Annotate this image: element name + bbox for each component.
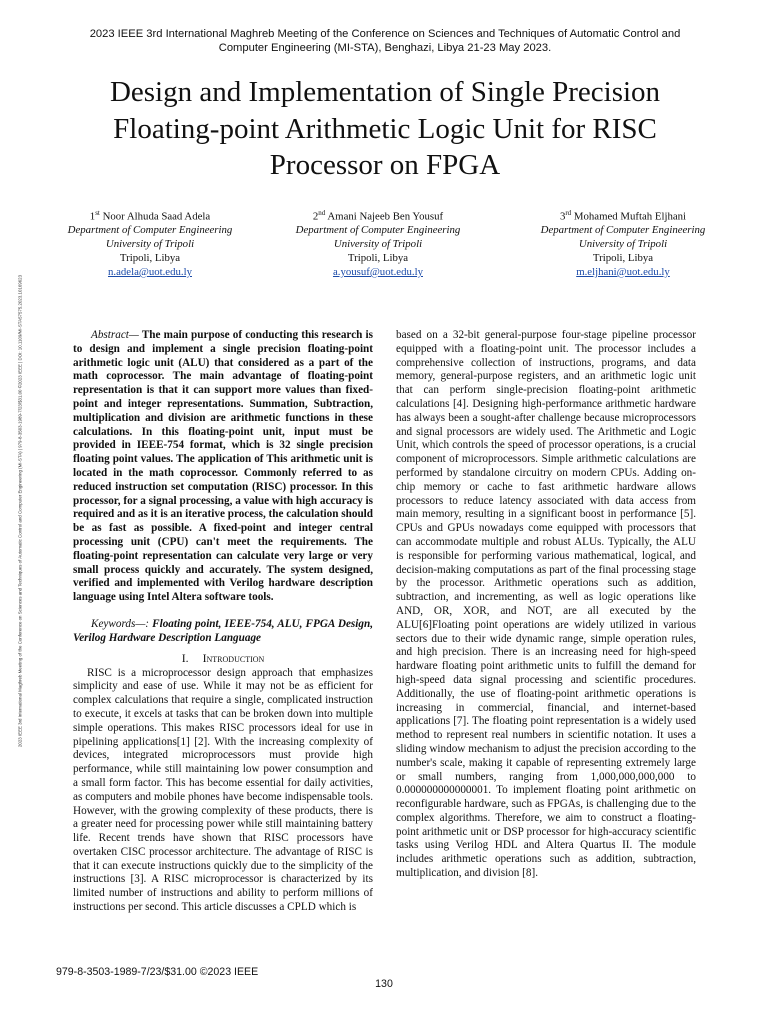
author-department: Department of Computer Engineering [540,224,706,237]
author-name: 2nd Amani Najeeb Ben Yousuf [312,209,444,223]
footer-identifier: 979-8-3503-1989-7/23/$31.00 ©2023 IEEE [56,966,259,978]
page-number: 130 [375,978,393,990]
abstract [73,329,373,605]
keywords-text: Floating point, IEEE-754, ALU, FPGA Design, Verilog Hardware Description Language [73,617,373,644]
author-name: 1st Noor Alhuda Saad Adela [89,209,211,223]
keywords-label: Keywords—: [91,617,150,630]
right-column [396,329,696,881]
author-email-link[interactable]: a.yousuf@uot.edu.ly [332,265,423,278]
conference-line-2: Computer Engineering (MI-STA), Benghazi, Libya 21-23 May 2023. [218,42,552,54]
author-block-3 [508,207,738,280]
author-department: Department of Computer Engineering [67,224,233,237]
keywords [73,618,373,646]
side-margin-note [13,186,27,836]
conference-line-1: 2023 IEEE 3rd International Maghreb Meeting of the Conference on Sciences and Techniques of Automatic Control and [89,28,681,40]
abstract-text: The main purpose of conducting this research is to design and implement a single precision floating-point arithmetic logic unit (ALU) that considered as a part of the math coprocessor. The main advantage of floating-point representation is that it can support more values than fixed-point and integer representations. Summation, Subtraction, multiplication and division are arithmetic functions in these calculations. In this floating-point unit, input must be provided in IEEE-754 format, which is 32 single precision floating point values. The application of This arithmetic unit is located in the math coprocessor. Commonly referred to as reduced instruction set computation (RISC) processor. In this processor, for a signal processing, a value with high accuracy is required and as it is an iterative process, the calculation should be as fast as possible. A fixed-point and integer central processing unit (CPU) can't meet the requirements. The floating-point representation can calculate very large or very small process quickly and accurately. The system designed, verified and implemented with Verilog hardware description language using Intel Altera software tools. [73,329,373,604]
paper-title [60,74,710,184]
author-city: Tripoli, Libya [347,251,409,264]
title-line-3: Processor on FPGA [269,149,501,181]
section-number: I. [181,650,189,665]
section-heading-introduction [73,651,373,665]
introduction-paragraph-right: based on a 32-bit general-purpose four-stage pipeline processor equipped with a floating-point unit. The processor includes a comprehensive collection of instructions, programs, and data memory, general-purpose registers, and an arithmetic logic unit that can perform single-precision floating-point arithmetic calculations [4]. Designing high-performance arithmetic hardware has always been a sought-after challenge because microprocessors and signal processors are widely used. The Arithmetic and Logic Unit, which controls the speed of processor operations, is a crucial component of microprocessors. Simple arithmetic calculations are performed by standalone circuitry on modern CPUs. Adding on-chip memory or cache to fast arithmetic hardware allows processors to reduce latency associated with data access from main memory, resulting in a significant boost in performance [5]. CPUs and GPUs nowadays come equipped with processors that can accommodate multiple and robust ALUs. Typically, the ALU is responsible for performing various mathematical, logical, and decision-making computations as part of the final processing stage by the processor. Arithmetic operations such as addition, subtraction, and incrementing, as well as logic operations like AND, OR, XOR, and NOT, are all executed by the ALU[6]Floating point operations are widely utilized in various sectors due to their wide dynamic range, simple operation rules, and high precision. There is an increasing need for high-speed hardware floating point arithmetic units to fulfill the demand for high-speed data signal processing and scientific procedures. Additionally, the use of floating-point arithmetic operations is increasing in commercial, financial, and internet-based applications [7]. The floating point representation is a widely used method to represent real numbers in scientific notation. It uses a sliding window mechanism to adjust the precision according to the number's scale, making it capable of representing extremely large or small numbers, ranging from 1,000,000,000,000 to 0.000000000000001. To implement floating point arithmetic on reconfigurable hardware, such as FPGAs, is challenging due to the complex algorithms. Therefore, we aim to construct a floating-point arithmetic unit or DSP processor for high-accuracy scientific tasks using Verilog HDL and Altera Quartus II. The module includes arithmetic operations such as addition, subtraction, multiplication, and division [8]. [396,329,696,880]
author-email-link[interactable]: n.adela@uot.edu.ly [108,265,192,278]
author-block-1 [35,207,265,280]
author-block-2 [263,207,493,280]
side-margin-text: 2023 IEEE 3rd International Maghreb Meeting of the Conference on Sciences and Techniques of Automatic Control and Computer Engineering (MI-STA) | 979-8-3503-1989-7/23/$31.00 ©2023 IEEE | DOI: 10.1109/MI-STA57575.2023.10169623 [17,274,23,748]
left-column [73,329,373,915]
author-university: University of Tripoli [578,238,668,251]
section-title: Introduction [202,650,265,665]
author-name: 3rd Mohamed Muftah Eljhani [559,209,687,223]
title-line-1: Design and Implementation of Single Precision [109,76,661,108]
introduction-paragraph-left: RISC is a microprocessor design approach that emphasizes simplicity and ease of use. While it may not be as efficient for complex calculations that require a single, complicated instruction to execute, it excels at tasks that can be broken down into multiple simple operations. This makes RISC processors ideal for use in pipelining applications[1] [2]. With the increasing complexity of devices, integrated microprocessors must provide high performance, while still maintaining low power consumption and a small form factor. This has become essential for daily activities, as computers and mobile phones have become indispensable tools. However, with the growing complexity of these products, there is a greater need for processing power while still maintaining battery life. Recent trends have shown that RISC processors have overtaken CISC processor architecture. The advantage of RISC is that it can execute instructions quickly due to the simplicity of the instructions [3]. A RISC microprocessor is characterized by its limited number of instructions and ability to perform millions of instructions per second. This article discusses a CPLD which is [73,666,373,914]
author-email-link[interactable]: m.eljhani@uot.edu.ly [576,265,670,278]
author-city: Tripoli, Libya [119,251,181,264]
author-university: University of Tripoli [105,238,195,251]
author-department: Department of Computer Engineering [295,224,461,237]
author-university: University of Tripoli [333,238,423,251]
title-line-2: Floating-point Arithmetic Logic Unit for RISC [113,112,657,145]
author-city: Tripoli, Libya [592,251,654,264]
conference-header [60,27,710,55]
abstract-label: Abstract— [91,329,139,341]
